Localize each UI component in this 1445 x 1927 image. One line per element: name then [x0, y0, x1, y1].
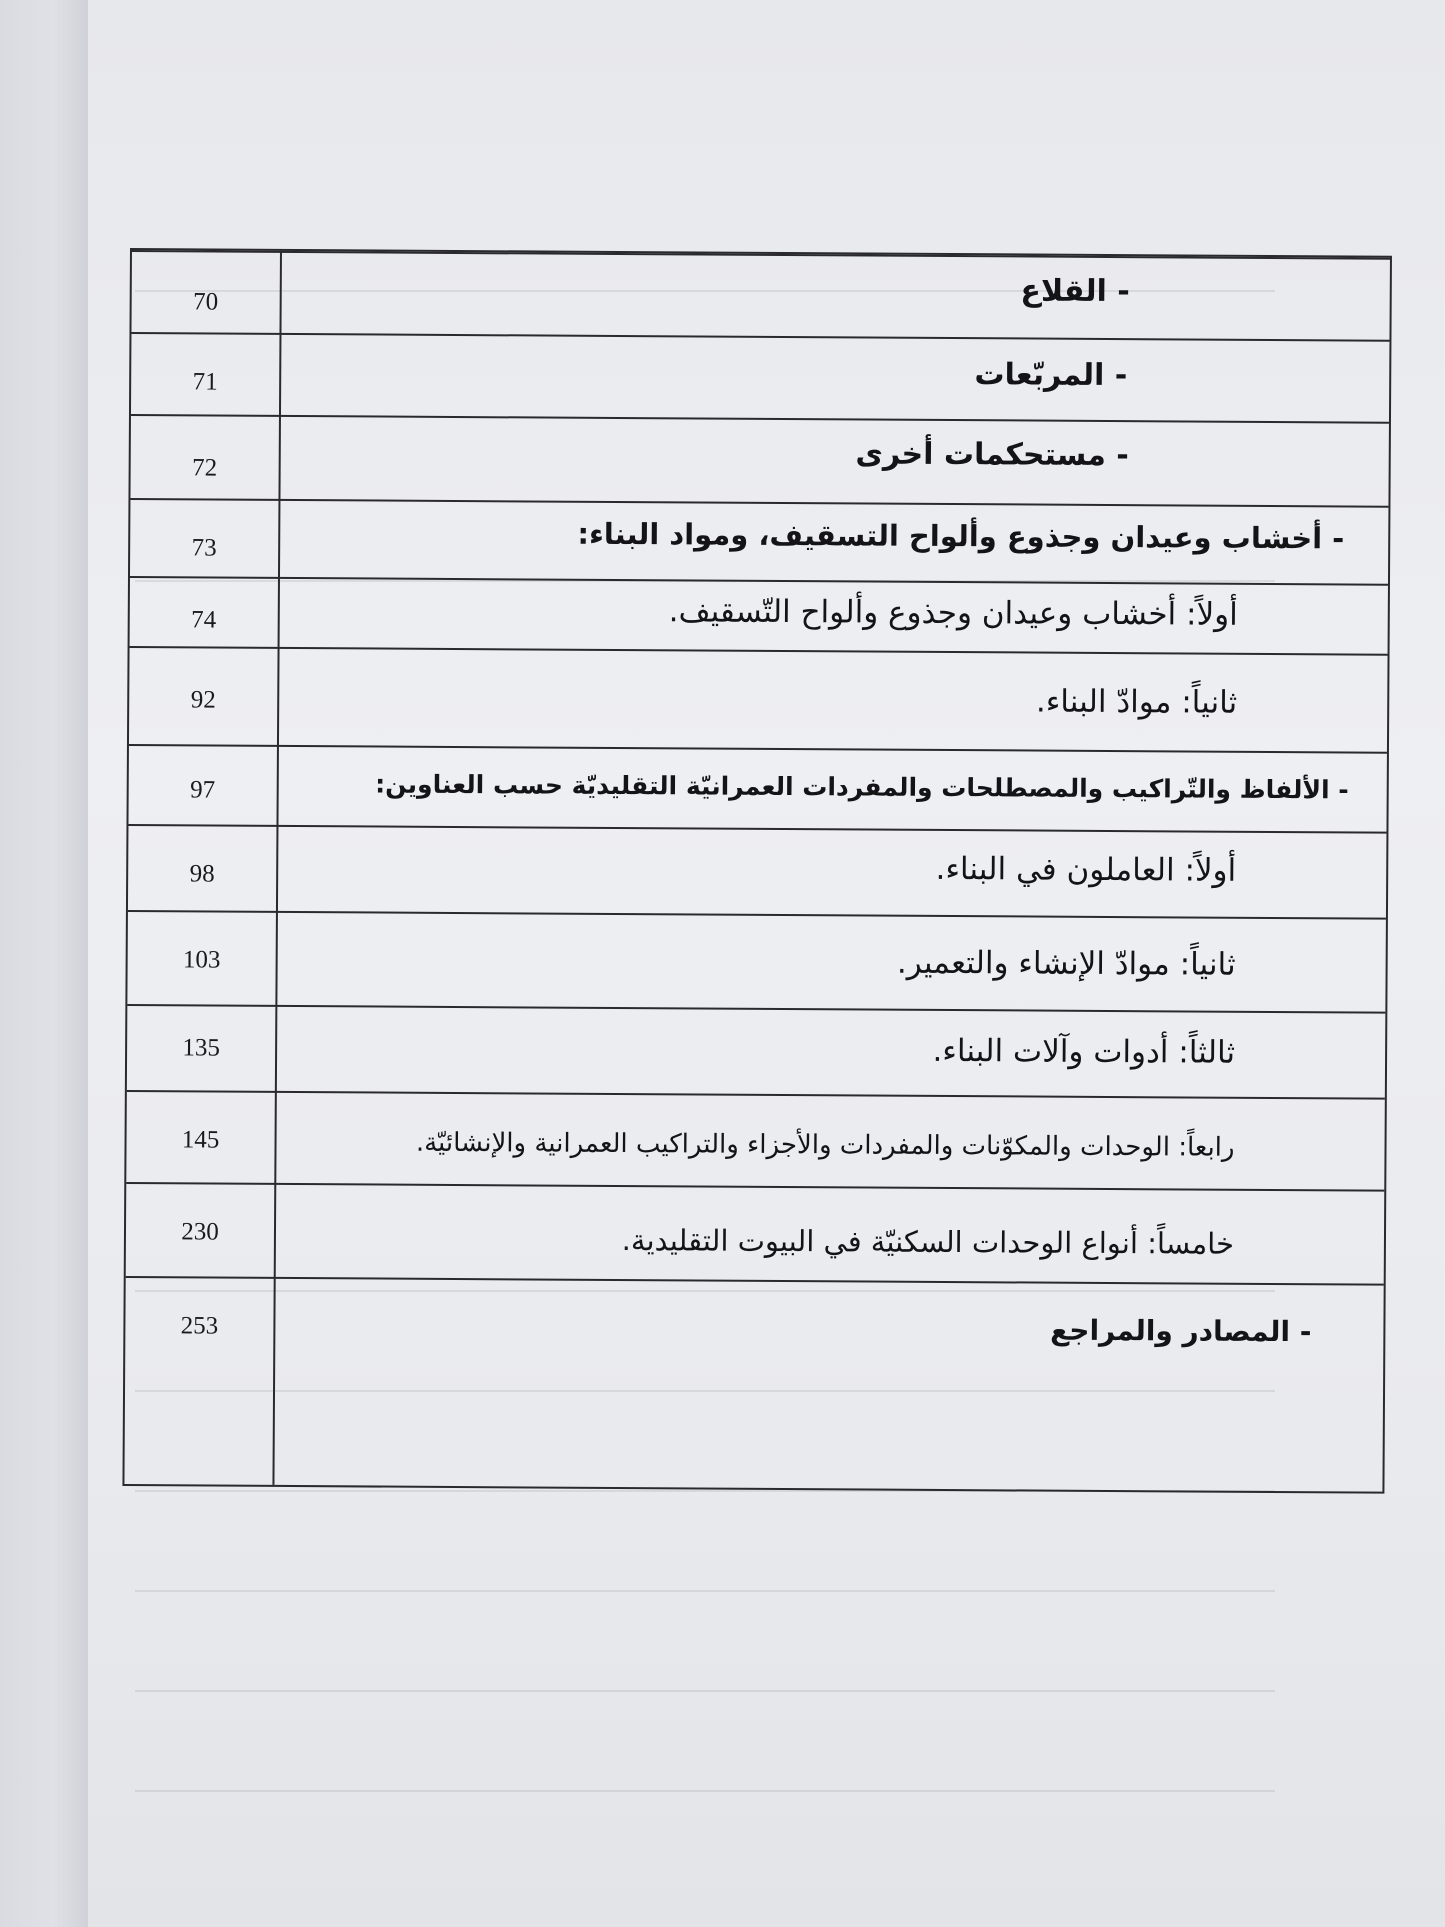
toc-page-number: 71	[192, 368, 218, 396]
toc-page-number: 74	[191, 606, 217, 634]
toc-entry-title: أولاً: أخشاب وعيدان وجذوع وألواح التّسقيف.	[668, 593, 1238, 633]
toc-entry-title: - القلاع	[1020, 273, 1130, 310]
toc-page-number: 230	[181, 1218, 219, 1246]
toc-row	[130, 576, 1388, 654]
toc-row	[130, 414, 1388, 506]
toc-entry-title: رابعاً: الوحدات والمكوّنات والمفردات والأجزاء والتراكيب العمرانية والإنشائيّة.	[415, 1127, 1235, 1163]
toc-page-number: 97	[190, 776, 216, 804]
toc-page-number: 92	[190, 686, 216, 714]
toc-page-number: 73	[191, 534, 217, 562]
toc-entry-title: ثانياً: موادّ الإنشاء والتعمير.	[896, 944, 1236, 983]
toc-page-number: 98	[189, 860, 215, 888]
toc-page-number: 253	[180, 1312, 219, 1340]
toc-entry-title: - الألفاظ والتّراكيب والمصطلحات والمفردات العمرانيّة التقليديّة حسب العناوين:	[375, 769, 1349, 805]
toc-entry-title: - مستحكمات أخرى	[855, 436, 1129, 474]
toc-row	[124, 1276, 1383, 1494]
toc-entry-title: خامساً: أنواع الوحدات السكنيّة في البيوت التقليدية.	[621, 1223, 1235, 1261]
toc-entry-title: - المصادر والمراجع	[1050, 1313, 1312, 1349]
toc-row	[127, 910, 1386, 1012]
toc-page-number: 135	[182, 1034, 220, 1062]
toc-entry-title: - أخشاب وعيدان وجذوع وألواح التسقيف، ومواد البناء:	[577, 516, 1345, 556]
toc-page-number: 70	[193, 288, 219, 316]
toc-page-number: 103	[182, 946, 221, 974]
table-of-contents	[122, 248, 1392, 1494]
toc-entry-title: ثانياً: موادّ البناء.	[1035, 683, 1238, 721]
toc-entry-title: أولاً: العاملون في البناء.	[935, 850, 1237, 889]
toc-page-number: 145	[181, 1126, 220, 1154]
toc-row	[126, 1182, 1385, 1284]
toc-row	[127, 1004, 1386, 1098]
page-edge-shadow	[0, 0, 88, 1927]
toc-page-number: 72	[192, 454, 218, 482]
toc-row	[128, 824, 1387, 918]
toc-entry-title: ثالثاً: أدوات وآلات البناء.	[932, 1032, 1236, 1071]
toc-row	[128, 744, 1386, 832]
toc-entry-title: - المربّعات	[974, 357, 1128, 394]
toc-row	[131, 332, 1389, 422]
toc-row	[131, 250, 1389, 340]
toc-row	[130, 498, 1388, 584]
toc-row	[126, 1090, 1385, 1190]
toc-row	[129, 646, 1388, 752]
